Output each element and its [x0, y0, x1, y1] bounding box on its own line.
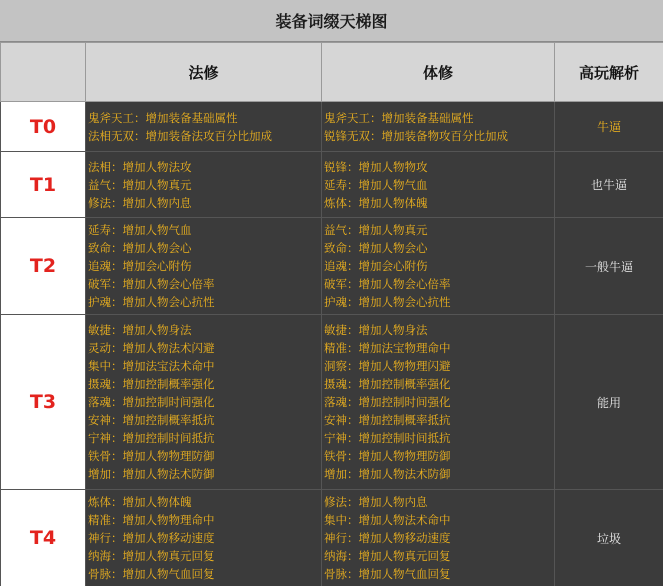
fa-affixes — [86, 490, 322, 586]
affix-line: 灵动：增加人物法术闪避 — [88, 341, 215, 355]
affix-line: 敏捷：增加人物身法 — [88, 323, 192, 337]
affix-line: 增加：增加人物法术防御 — [88, 467, 215, 481]
affix-line: 护魂：增加人物会心抗性 — [324, 295, 451, 309]
fa-affixes — [86, 152, 322, 218]
affix-line: 增加：增加人物法术防御 — [324, 467, 451, 481]
affix-line: 安神：增加控制概率抵抗 — [324, 413, 451, 427]
tier-label: T4 — [1, 490, 86, 586]
verdict: 也牛逼 — [555, 152, 663, 218]
tier-label: T1 — [1, 152, 86, 218]
affix-line: 益气：增加人物真元 — [324, 223, 428, 237]
verdict: 能用 — [555, 315, 663, 490]
affix-line: 纳海：增加人物真元回复 — [324, 549, 451, 563]
header-verdict: 高玩解析 — [555, 43, 663, 102]
affix-line: 神行：增加人物移动速度 — [88, 531, 215, 545]
tier-row — [1, 102, 663, 152]
affix-line: 锐锋：增加人物物攻 — [324, 159, 428, 174]
affix-line: 精准：增加法宝物理命中 — [324, 341, 451, 355]
affix-line: 神行：增加人物移动速度 — [324, 531, 451, 545]
affix-line: 破军：增加人物会心倍率 — [324, 277, 451, 291]
ti-affixes — [322, 315, 555, 490]
affix-line: 摄魂：增加控制概率强化 — [324, 377, 451, 391]
affix-line: 延寿：增加人物气血 — [88, 223, 192, 237]
fa-affixes — [86, 315, 322, 490]
tier-row — [1, 152, 663, 218]
affix-line: 鬼斧天工：增加装备基础属性 — [324, 110, 474, 125]
affix-line: 骨脉：增加人物气血回复 — [88, 567, 215, 581]
tier-label: T0 — [1, 102, 86, 152]
affix-line: 敏捷：增加人物身法 — [324, 323, 428, 337]
affix-line: 纳海：增加人物真元回复 — [88, 549, 215, 563]
affix-line: 修法：增加人物内息 — [88, 195, 192, 210]
affix-line: 落魂：增加控制时间强化 — [324, 395, 451, 409]
affix-line: 破军：增加人物会心倍率 — [88, 277, 215, 291]
affix-line: 集中：增加法宝法术命中 — [88, 359, 215, 373]
affix-line: 落魂：增加控制时间强化 — [88, 395, 215, 409]
affix-line: 宁神：增加控制时间抵抗 — [324, 431, 451, 445]
affix-line: 炼体：增加人物体魄 — [88, 495, 192, 509]
affix-line: 骨脉：增加人物气血回复 — [324, 567, 451, 581]
affix-line: 延寿：增加人物气血 — [324, 177, 428, 192]
header-fa: 法修 — [86, 43, 322, 102]
ti-affixes — [322, 218, 555, 315]
affix-line: 修法：增加人物内息 — [324, 495, 428, 509]
affix-line: 益气：增加人物真元 — [88, 177, 192, 192]
affix-line: 追魂：增加会心附伤 — [88, 259, 192, 273]
affix-line: 洞察：增加人物物理闪避 — [324, 359, 451, 373]
affix-line: 致命：增加人物会心 — [88, 241, 192, 255]
verdict: 一般牛逼 — [555, 218, 663, 315]
affix-line: 鬼斧天工：增加装备基础属性 — [88, 110, 238, 125]
affix-line: 集中：增加人物法术命中 — [324, 513, 451, 527]
affix-line: 铁骨：增加人物物理防御 — [324, 449, 451, 463]
tier-row — [1, 315, 663, 490]
tier-row — [1, 218, 663, 315]
ti-affixes — [322, 102, 555, 152]
affix-line: 炼体：增加人物体魄 — [324, 195, 428, 210]
ti-affixes — [322, 152, 555, 218]
affix-line: 致命：增加人物会心 — [324, 241, 428, 255]
tier-body — [1, 102, 663, 586]
verdict: 垃圾 — [555, 490, 663, 586]
affix-line: 安神：增加控制概率抵抗 — [88, 413, 215, 427]
header-row — [1, 43, 663, 102]
affix-line: 锐锋无双：增加装备物攻百分比加成 — [324, 128, 508, 143]
tier-label: T2 — [1, 218, 86, 315]
affix-line: 宁神：增加控制时间抵抗 — [88, 431, 215, 445]
fa-affixes — [86, 102, 322, 152]
affix-line: 铁骨：增加人物物理防御 — [88, 449, 215, 463]
header-tier — [1, 43, 86, 102]
ti-affixes — [322, 490, 555, 586]
fa-affixes — [86, 218, 322, 315]
affix-line: 法相：增加人物法攻 — [88, 159, 192, 174]
header-ti: 体修 — [322, 43, 555, 102]
affix-line: 追魂：增加会心附伤 — [324, 259, 428, 273]
affix-line: 护魂：增加人物会心抗性 — [88, 295, 215, 309]
affix-line: 精准：增加人物物理命中 — [88, 513, 215, 527]
affix-line: 摄魂：增加控制概率强化 — [88, 377, 215, 391]
tier-row — [1, 490, 663, 586]
tier-table — [0, 42, 663, 586]
page-title: 装备词缀天梯图 — [0, 0, 663, 42]
verdict: 牛逼 — [555, 102, 663, 152]
tier-label: T3 — [1, 315, 86, 490]
affix-line: 法相无双：增加装备法攻百分比加成 — [88, 128, 272, 143]
